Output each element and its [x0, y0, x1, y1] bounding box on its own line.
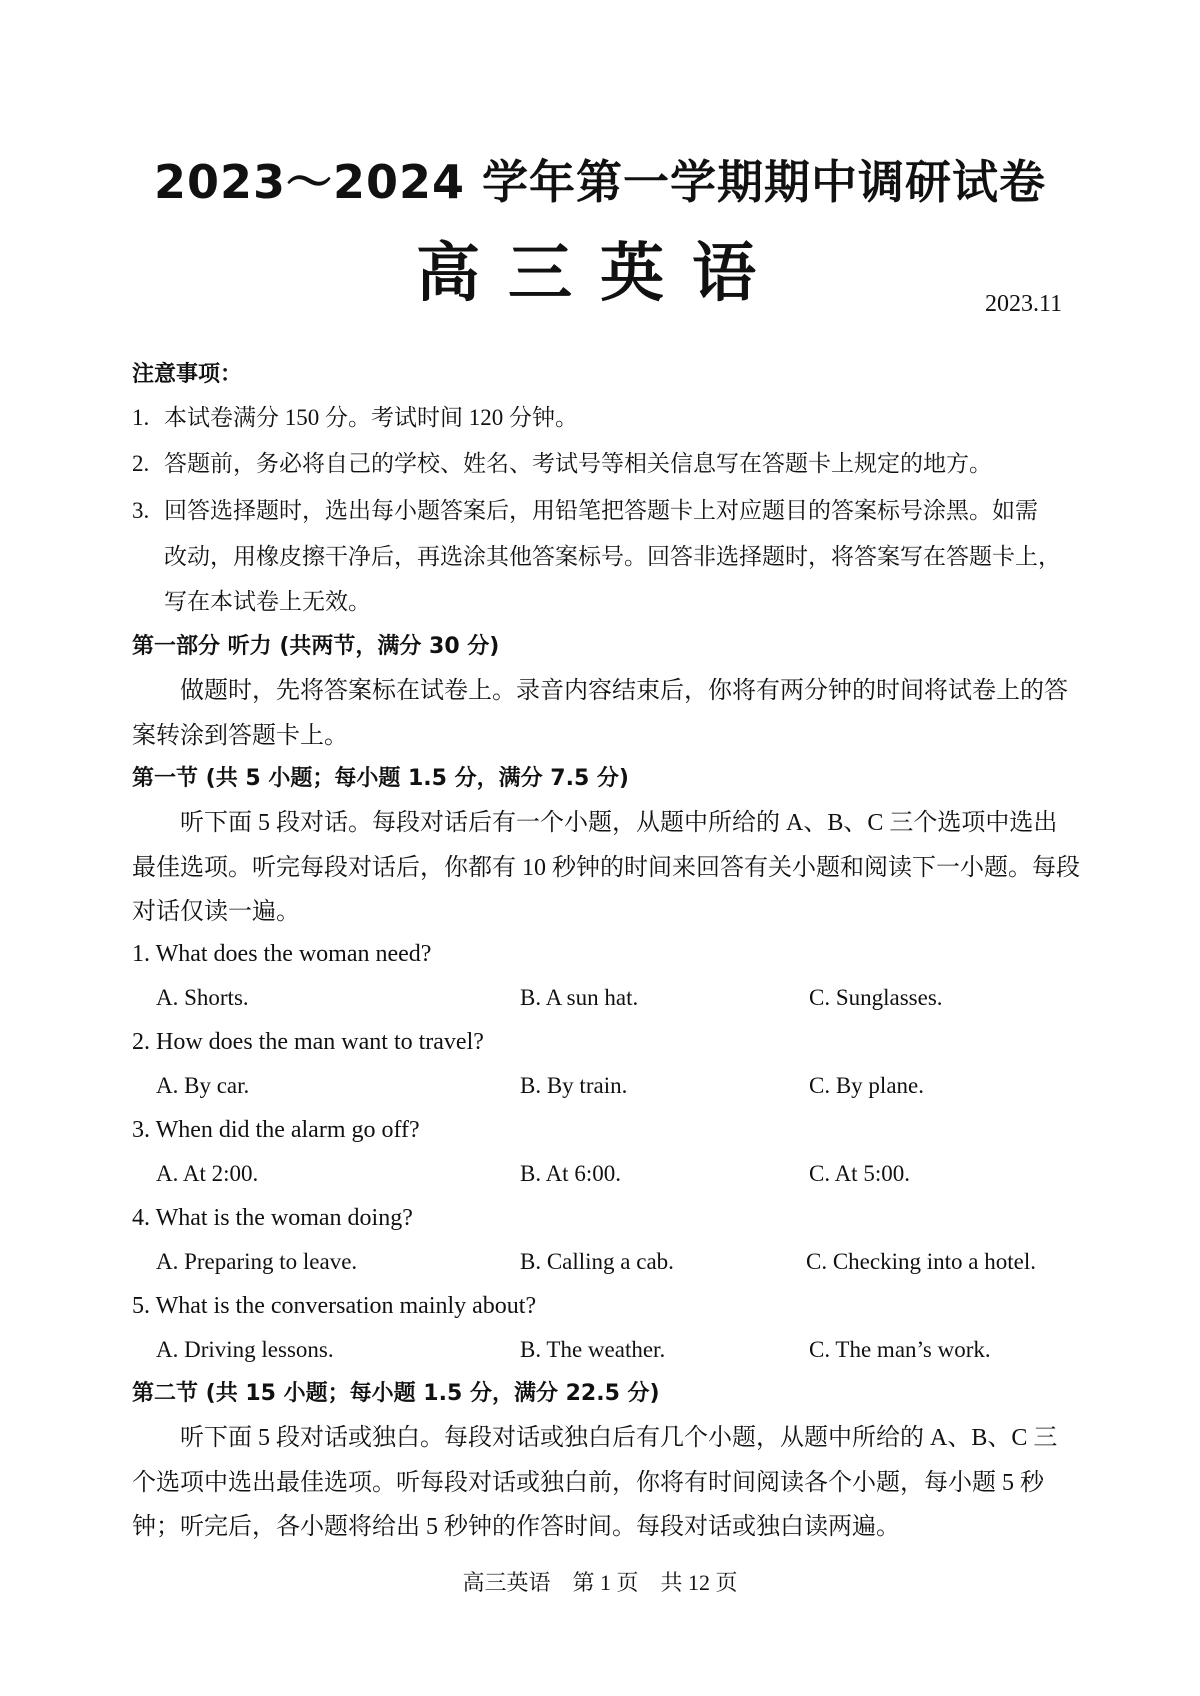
question-stem: 5. What is the conversation mainly about?: [132, 1293, 537, 1319]
question-stem: 3. When did the alarm go off?: [132, 1117, 420, 1143]
notice-number: 1.: [132, 405, 150, 430]
option-c: C. At 5:00.: [809, 1161, 910, 1186]
question-stem: 2. How does the man want to travel?: [132, 1029, 484, 1055]
option-c: C. By plane.: [809, 1073, 924, 1098]
exam-title: 2023～2024 学年第一学期期中调研试卷: [153, 155, 1047, 209]
notice-heading: 注意事项：: [132, 362, 243, 387]
option-b: B. At 6:00.: [520, 1161, 621, 1186]
page-footer: 高三英语 第 1 页 共 12 页: [462, 1570, 738, 1595]
notice-text-continued: 写在本试卷上无效。: [164, 589, 371, 614]
option-c: C. Checking into a hotel.: [806, 1249, 1036, 1274]
part-heading: 第一部分 听力 (共两节，满分 30 分): [132, 634, 500, 659]
section-heading: 第一节 (共 5 小题；每小题 1.5 分，满分 7.5 分): [132, 766, 629, 791]
notice-text: 本试卷满分 150 分。考试时间 120 分钟。: [164, 405, 578, 430]
subject-title: 高三英语: [416, 237, 784, 311]
option-c: C. Sunglasses.: [809, 985, 943, 1010]
notice-text: 回答选择题时，选出每小题答案后，用铅笔把答题卡上对应题目的答案标号涂黑。如需: [164, 498, 1038, 523]
question-stem: 1. What does the woman need?: [132, 941, 432, 967]
notice-number: 3.: [132, 498, 150, 523]
notice-number: 2.: [132, 451, 150, 476]
option-b: B. By train.: [520, 1073, 628, 1098]
option-a: A. Driving lessons.: [156, 1337, 334, 1362]
option-b: B. The weather.: [520, 1337, 666, 1362]
section-instructions: 听下面 5 段对话。每段对话后有一个小题，从题中所给的 A、B、C 三个选项中选出最佳选项。听完每段对话后，你都有 10 秒钟的时间来回答有关小题和阅读下一小题。每段对话仅读一遍。: [132, 810, 1080, 925]
part-instructions: 做题时，先将答案标在试卷上。录音内容结束后，你将有两分钟的时间将试卷上的答案转涂到答题卡上。: [132, 678, 1068, 749]
option-a: A. Shorts.: [156, 985, 249, 1010]
option-a: A. Preparing to leave.: [156, 1249, 358, 1274]
notice-item: [132, 493, 1038, 529]
section-heading: 第二节 (共 15 小题；每小题 1.5 分，满分 22.5 分): [132, 1381, 660, 1406]
option-a: A. By car.: [156, 1073, 250, 1098]
question-stem: 4. What is the woman doing?: [132, 1205, 413, 1231]
exam-date: 2023.11: [985, 291, 1063, 317]
notice-text-continued: 改动，用橡皮擦干净后，再选涂其他答案标号。回答非选择题时，将答案写在答题卡上，: [164, 544, 1061, 569]
option-c: C. The man’s work.: [809, 1337, 991, 1362]
option-b: B. Calling a cab.: [520, 1249, 674, 1274]
notice-item: [132, 446, 992, 482]
notice-text: 答题前，务必将自己的学校、姓名、考试号等相关信息写在答题卡上规定的地方。: [164, 451, 992, 476]
section-instructions: 听下面 5 段对话或独白。每段对话或独白后有几个小题，从题中所给的 A、B、C 三个选项中选出最佳选项。听每段对话或独白前，你将有时间阅读各个小题，每小题 5 秒钟；听完后，各小题将给出 5 秒钟的作答时间。每段对话或独白读两遍。: [132, 1425, 1058, 1540]
option-a: A. At 2:00.: [156, 1161, 259, 1186]
option-b: B. A sun hat.: [520, 985, 639, 1010]
notice-item: [132, 400, 578, 436]
